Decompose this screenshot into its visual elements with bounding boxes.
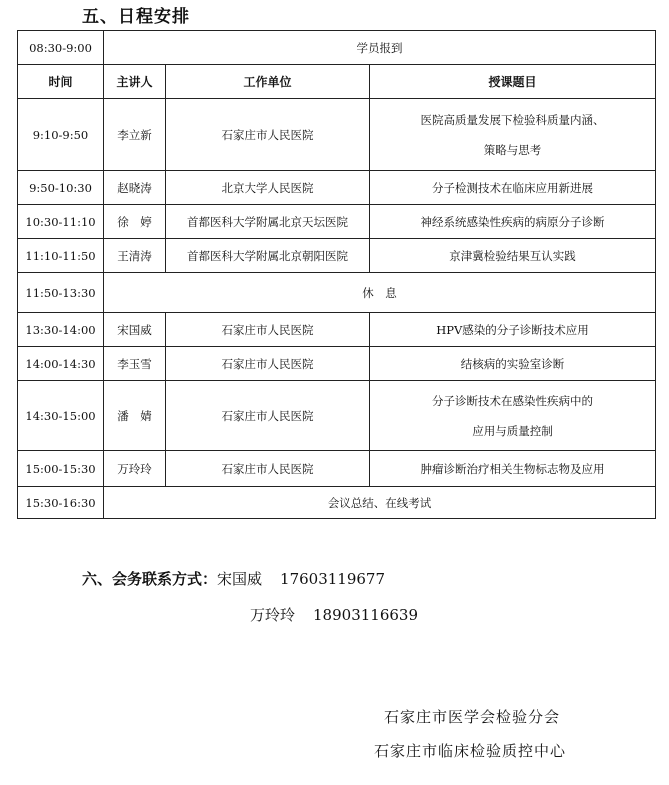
contact-label: 六、会务联系方式： (82, 570, 218, 588)
row-time: 15:00-15:30 (18, 451, 104, 487)
row-speaker: 李玉雪 (104, 347, 166, 381)
header-time: 时间 (18, 65, 104, 99)
row-topic (370, 381, 656, 451)
row-topic-line2: 应用与质量控制 (472, 423, 553, 438)
contact-phone: 18903116639 (313, 606, 418, 624)
table-row (18, 347, 656, 381)
row-topic-line2: 策略与思考 (483, 142, 542, 157)
contact-row (82, 603, 418, 639)
row-topic: 神经系统感染性疾病的病原分子诊断 (370, 205, 656, 239)
row-speaker: 万玲玲 (104, 451, 166, 487)
header-topic: 授课题目 (370, 65, 656, 99)
row-topic: 结核病的实验室诊断 (370, 347, 656, 381)
closing-time: 15:30-16:30 (18, 487, 104, 519)
table-row (18, 239, 656, 273)
contact-phone: 17603119677 (280, 570, 386, 588)
row-topic-line1: 医院高质量发展下检验科质量内涵、 (420, 112, 605, 127)
row-topic: HPV感染的分子诊断技术应用 (370, 313, 656, 347)
row-speaker: 潘 婧 (104, 381, 166, 451)
header-unit: 工作单位 (166, 65, 370, 99)
row-unit: 首都医科大学附属北京朝阳医院 (166, 239, 370, 273)
contact-row (82, 567, 418, 603)
table-row (18, 171, 656, 205)
table-row (18, 273, 656, 313)
contact-section (82, 567, 418, 639)
schedule-table (17, 30, 656, 519)
table-row (18, 99, 656, 171)
table-header (18, 65, 656, 99)
row-time: 14:30-15:00 (18, 381, 104, 451)
row-topic: 京津冀检验结果互认实践 (370, 239, 656, 273)
row-speaker: 宋国威 (104, 313, 166, 347)
row-time: 13:30-14:00 (18, 313, 104, 347)
row-unit: 首都医科大学附属北京天坛医院 (166, 205, 370, 239)
row-time: 11:10-11:50 (18, 239, 104, 273)
row-speaker: 李立新 (104, 99, 166, 171)
row-unit: 石家庄市人民医院 (166, 381, 370, 451)
organizer-name: 石家庄市医学会检验分会 (384, 708, 561, 726)
row-unit: 石家庄市人民医院 (166, 347, 370, 381)
table-row (18, 205, 656, 239)
table-row (18, 381, 656, 451)
organizer-name: 石家庄市临床检验质控中心 (374, 742, 567, 760)
row-topic-line1: 分子诊断技术在感染性疾病中的 (432, 393, 593, 408)
checkin-label: 学员报到 (104, 31, 656, 65)
row-speaker: 王清涛 (104, 239, 166, 273)
row-unit: 北京大学人民医院 (166, 171, 370, 205)
table-row (18, 487, 656, 519)
header-speaker: 主讲人 (104, 65, 166, 99)
row-topic (370, 99, 656, 171)
row-unit: 石家庄市人民医院 (166, 451, 370, 487)
contact-name: 万玲玲 (250, 606, 296, 624)
row-speaker: 徐 婷 (104, 205, 166, 239)
table-row (18, 31, 656, 65)
section-title: 五、日程安排 (82, 7, 190, 27)
row-time: 9:10-9:50 (18, 99, 104, 171)
row-time: 14:00-14:30 (18, 347, 104, 381)
row-time: 10:30-11:10 (18, 205, 104, 239)
row-time: 9:50-10:30 (18, 171, 104, 205)
table-row (18, 451, 656, 487)
row-speaker: 赵晓涛 (104, 171, 166, 205)
break-label: 休 息 (104, 273, 656, 313)
row-topic: 分子检测技术在临床应用新进展 (370, 171, 656, 205)
closing-label: 会议总结、在线考试 (104, 487, 656, 519)
row-unit: 石家庄市人民医院 (166, 99, 370, 171)
row-unit: 石家庄市人民医院 (166, 313, 370, 347)
checkin-time: 08:30-9:00 (18, 31, 104, 65)
row-topic: 肿瘤诊断治疗相关生物标志物及应用 (370, 451, 656, 487)
break-time: 11:50-13:30 (18, 273, 104, 313)
table-row (18, 313, 656, 347)
contact-name: 宋国威 (217, 570, 263, 588)
